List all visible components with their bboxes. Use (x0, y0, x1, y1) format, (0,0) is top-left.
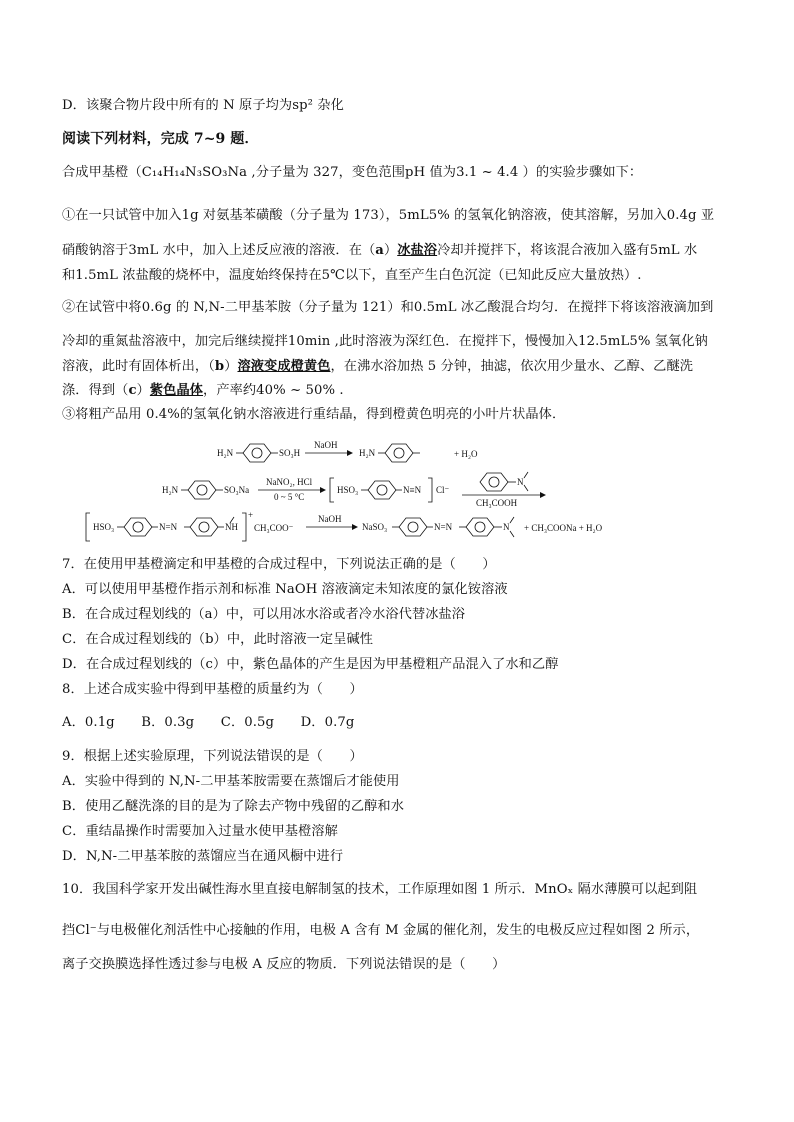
r3-naoh: NaOH (318, 514, 342, 524)
q8-options: A．0.1g B．0.3g C．0.5g D．0.7g (62, 715, 355, 730)
q9-option-d: D．N,N-二甲基苯胺的蒸馏应当在通风橱中进行 (62, 849, 344, 864)
q9-option-a: A．实验中得到的 N,N-二甲基苯胺需要在蒸馏后才能使用 (62, 774, 400, 789)
step2-text-e: ） (136, 383, 150, 398)
mark-c: c (128, 383, 137, 398)
step1-line2 (62, 241, 697, 261)
r3-azo: N=N (159, 522, 178, 532)
mark-b: b (214, 359, 225, 374)
mark-a: a (375, 243, 384, 258)
step2-text-d: 涤．得到（ (62, 383, 129, 398)
q10-line1: 10．我国科学家开发出碱性海水里直接电解制氢的技术，工作原理如图 1 所示．MnOₓ 隔水薄膜可以起到阻 (62, 882, 698, 897)
benzene-ring-2 (385, 444, 413, 462)
benzene-ring-9 (466, 518, 494, 536)
r2-n2: N≡N (403, 485, 422, 495)
step2-line3 (62, 357, 693, 377)
benzene-ring-8 (399, 518, 427, 536)
intro-text: 合成甲基橙（C₁₄H₁₄N₃SO₃Na ,分子量为 327，变色范围pH 值为3.1 ~ 4.4 ）的实验步骤如下： (62, 165, 643, 180)
benzene-ring-1 (243, 444, 271, 462)
underlined-purple-crystal: 紫色晶体 (149, 383, 204, 398)
q7-option-c: C．在合成过程划线的（b）中，此时溶液一定呈碱性 (62, 632, 374, 647)
step2-text-b: ） (224, 359, 238, 374)
r3-acetate: CH₃COO⁻ (254, 523, 294, 533)
r2-cl: Cl⁻ (436, 485, 450, 495)
step1-line3: 和1.5mL 浓盐酸的烧杯中，温度始终保持在5℃以下，直至产生白色沉淀（已知此反应大量放热）. (62, 268, 642, 283)
benzene-ring-3 (188, 481, 216, 499)
step1-line1: ①在一只试管中加入1g 对氨基苯磺酸（分子量为 173），5mL5% 的氢氧化钠溶液，使其溶解，另加入0.4g 亚 (62, 208, 715, 223)
r2-so3na: SO₃Na (224, 485, 250, 495)
benzene-ring-4 (368, 481, 396, 499)
r1-naoh: NaOH (314, 440, 338, 450)
r3-hso3: HSO₃ (93, 522, 115, 532)
step2-line1: ②在试管中将0.6g 的 N,N-二甲基苯胺（分子量为 121）和0.5mL 冰乙酸混合均匀．在搅拌下将该溶液滴加到 (62, 300, 714, 315)
reaction-scheme (62, 430, 732, 550)
q9-option-b: B．使用乙醚洗涤的目的是为了除去产物中残留的乙醇和水 (62, 799, 404, 814)
benzene-ring-5 (480, 473, 508, 491)
svg-text:N: N (503, 522, 510, 532)
r3-nh: NH (225, 522, 238, 532)
step2-line4 (62, 381, 344, 401)
r2-temp: 0 ~ 5 °C (274, 492, 305, 502)
step2-text-f: ，产率约40% ~ 50% . (203, 383, 344, 398)
step1-text-a: 硝酸钠溶于3mL 水中，加入上述反应液的溶液．在（ (62, 243, 376, 258)
r2-acoh: CH₃COOH (476, 498, 518, 508)
benzene-ring-6 (124, 518, 152, 536)
option-d-previous: D．该聚合物片段中所有的 N 原子均为sp² 杂化 (62, 98, 344, 113)
q8-stem: 8．上述合成实验中得到甲基橙的质量约为（ ） (62, 682, 363, 697)
step2-line2: 冷却的重氮盐溶液中，加完后继续搅拌10min ,此时溶液为深红色．在搅拌下，慢慢加入12.5mL5% 氢氧化钠 (62, 334, 708, 349)
r3-azo2: N=N (434, 522, 453, 532)
svg-text:+: + (248, 510, 254, 520)
q7-option-d: D．在合成过程划线的（c）中，紫色晶体的产生是因为甲基橙粗产品混入了水和乙醇 (62, 657, 559, 672)
section-header: 阅读下列材料，完成 7~9 题． (62, 131, 259, 147)
step1-text-b: ） (383, 243, 398, 258)
step2-text-c: ，在沸水浴加热 5 分钟，抽滤，依次用少量水、乙醇、乙醚洗 (330, 359, 694, 374)
r1-h2n: H₂N (217, 448, 234, 458)
r2-hso3: HSO₃ (337, 485, 359, 495)
q7-option-a: A．可以使用甲基橙作指示剂和标准 NaOH 溶液滴定未知浓度的氯化铵溶液 (62, 582, 508, 597)
underlined-ice-salt-bath: 冰盐浴 (397, 243, 438, 258)
q10-line2: 挡Cl⁻与电极催化剂活性中心接触的作用，电极 A 含有 M 金属的催化剂，发生的电极反应过程如图 2 所示， (62, 923, 700, 938)
q9-option-c: C．重结晶操作时需要加入过量水使甲基橙溶解 (62, 824, 338, 839)
underlined-orange-solution: 溶液变成橙黄色 (237, 359, 331, 374)
q10-line3: 离子交换膜选择性透过参与电极 A 反应的物质．下列说法错误的是（ ） (62, 957, 506, 972)
r1-prod-h2n: H₂N (359, 448, 376, 458)
step2-text-a: 溶液，此时有固体析出，（ (62, 359, 215, 374)
r2-h2n: H₂N (162, 485, 179, 495)
r1-h2o: + H₂O (454, 449, 478, 459)
q7-stem: 7．在使用甲基橙滴定和甲基橙的合成过程中，下列说法正确的是（ ） (62, 557, 496, 572)
r2-reagent: NaNO₂, HCl (266, 477, 313, 487)
q9-stem: 9．根据上述实验原理，下列说法错误的是（ ） (62, 749, 363, 764)
q7-option-b: B．在合成过程划线的（a）中，可以用冰水浴或者冷水浴代替冰盐浴 (62, 607, 466, 622)
r3-naso3: NaSO₃ (362, 522, 388, 532)
r1-so3h: SO₃H (279, 448, 301, 458)
svg-text:N: N (517, 477, 524, 487)
step3-text: ③将粗产品用 0.4%的氢氧化钠水溶液进行重结晶，得到橙黄色明亮的小叶片状晶体． (62, 407, 566, 422)
step1-text-c: 冷却并搅拌下，将该混合液加入盛有5mL 水 (437, 243, 698, 258)
benzene-ring-7 (190, 518, 218, 536)
r3-byprod: + CH₃COONa + H₂O (524, 523, 603, 533)
reaction-scheme-svg (62, 430, 732, 550)
